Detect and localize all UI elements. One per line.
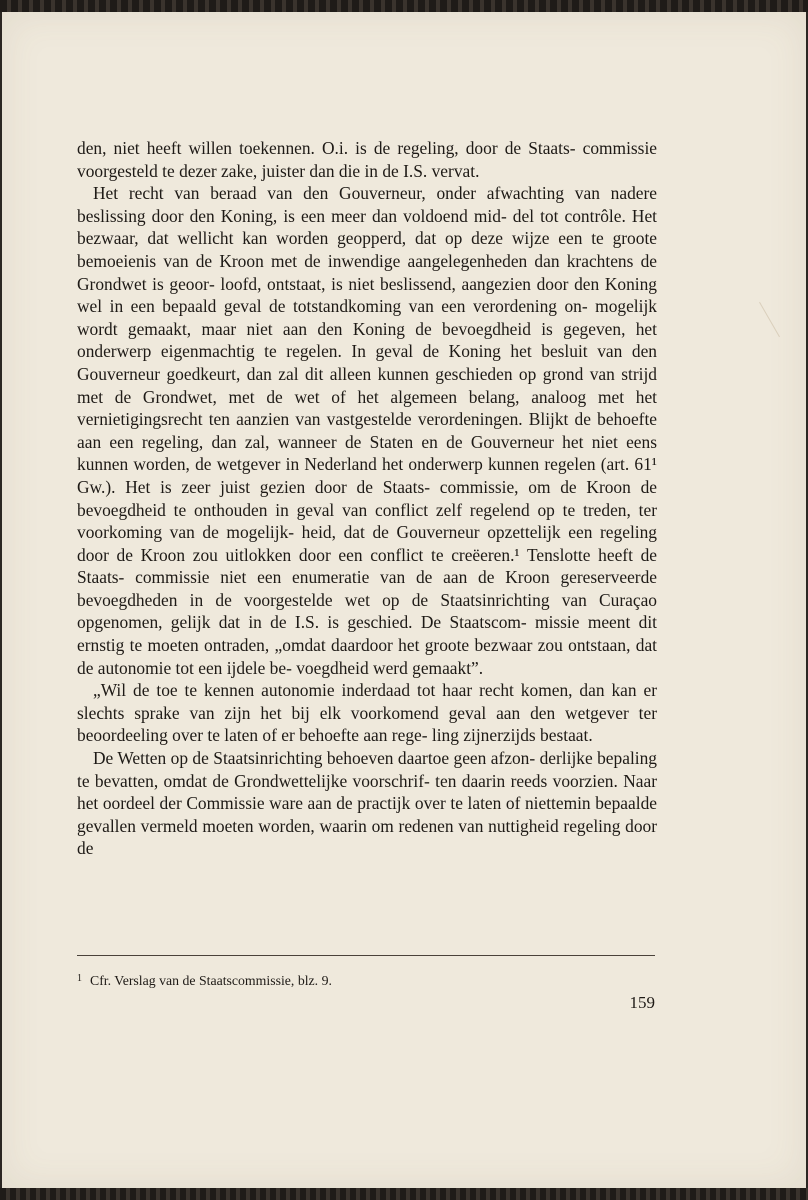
footnote-divider — [77, 955, 655, 956]
paragraph-1: den, niet heeft willen toekennen. O.i. is de regeling, door de Staats‑ commissie voorgesteld te dezer zake, juister dan die in de I.S. vervat. — [77, 138, 657, 181]
body-text — [77, 137, 657, 860]
page-number: 159 — [629, 993, 655, 1012]
paragraph-4: De Wetten op de Staatsinrichting behoeven daartoe geen afzon‑ derlijke bepaling te bevatten, omdat de Grondwettelijke voorschrif‑ ten daarin reeds voorzien. Naar het oordeel der Commissie ware aan de practijk over te laten of niettemin bepaalde gevallen vermeld moeten worden, waarin om redenen van nuttigheid regeling door de — [77, 748, 657, 859]
footnote-text: Cfr. Verslag van de Staatscommissie, blz. 9. — [90, 973, 332, 988]
footnote-number: 1 — [77, 973, 82, 984]
footnote — [77, 970, 657, 990]
scan-bottom-edge — [0, 1188, 808, 1200]
paragraph-3: „Wil de toe te kennen autonomie inderdaad tot haar recht komen, dan kan er slechts sprake van zijn het bij elk voorkomend geval aan den wetgever ter beoordeeling over te laten of er behoefte aan rege‑ ling zijnerzijds bestaat. — [77, 680, 657, 746]
paragraph-2: Het recht van beraad van den Gouverneur, onder afwachting van nadere beslissing door den Koning, is een meer dan voldoend mid‑ del tot contrôle. Het bezwaar, dat wellicht kan worden geopperd, dat op deze wijze een te groote bemoeienis van de Kroon met de inwendige aangelegenheden dan krachtens de Grondwet is geoor‑ loofd, ontstaat, is niet beslissend, aangezien door den Koning wel in een bepaald geval de totstandkoming van een verordening on‑ mogelijk wordt gemaakt, maar niet aan den Koning de bevoegdheid is gegeven, het onderwerp eigenmachtig te regelen. In geval de Koning het besluit van den Gouverneur goedkeurt, dan zal dit alleen kunnen geschieden op grond van strijd met de Grondwet, met de wet of het algemeen belang, analoog met het vernietigingsrecht ten aanzien van vastgestelde verordeningen. Blijkt de behoefte aan een regeling, dan zal, wanneer de Staten en de Gouverneur het niet eens kunnen worden, de wetgever in Nederland het onderwerp kunnen regelen (art. 61¹ Gw.). Het is zeer juist gezien door de Staats‑ commissie, om de Kroon de bevoegdheid te onthouden in geval van conflict zelf regelend op te treden, ter voorkoming van de mogelijk‑ heid, dat de Gouverneur opzettelijk een regeling door de Kroon zou uitlokken door een conflict te creëeren.¹ Tenslotte heeft de Staats‑ commissie niet een enumeratie van de aan de Kroon gereserveerde bevoegdheden in de voorgestelde wet op de Staatsinrichting van Curaçao opgenomen, gelijk dat in de I.S. is geschied. De Staatscom‑ missie meent dit ernstig te moeten ontraden, „omdat daardoor het groote bezwaar zou ontstaan, dat de autonomie tot een ijdele be‑ voegdheid werd gemaakt”. — [77, 183, 657, 678]
scan-top-edge — [0, 0, 808, 12]
paper-crease — [759, 287, 806, 337]
